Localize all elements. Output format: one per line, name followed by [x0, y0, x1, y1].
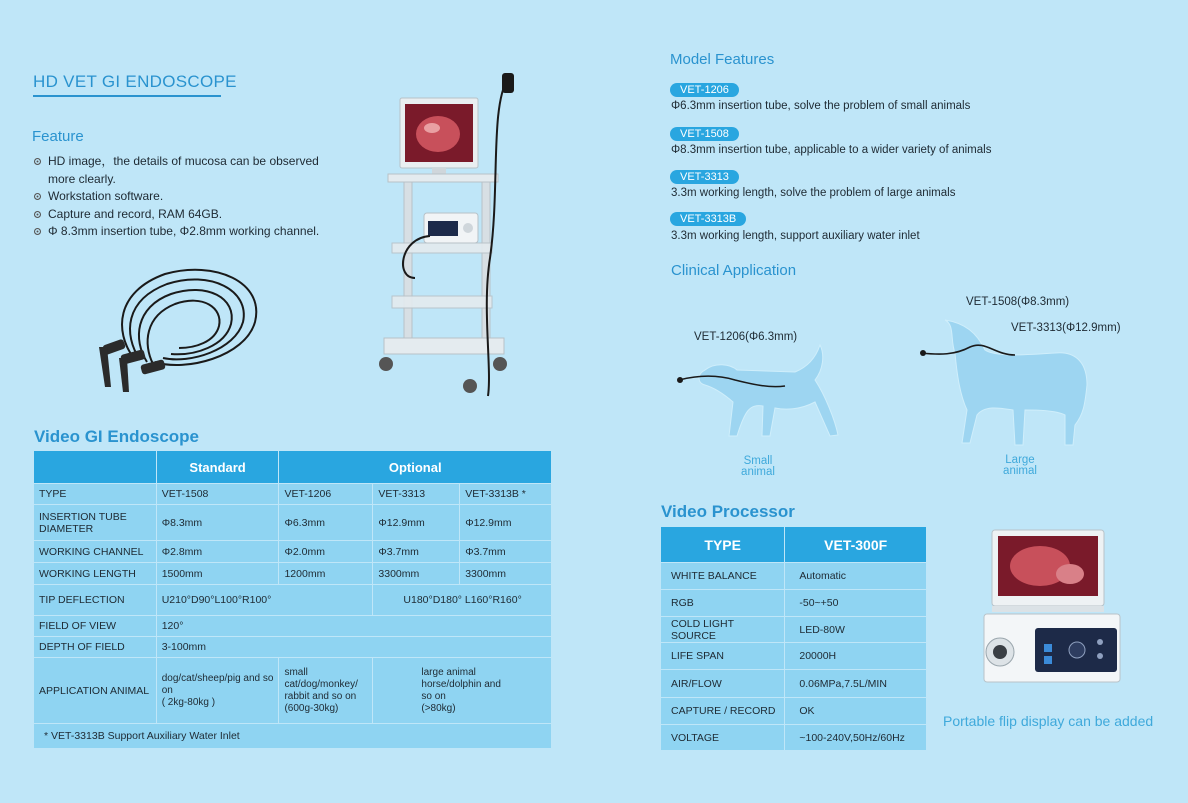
- feature-item: Workstation software.: [34, 188, 334, 206]
- model-badge: VET-3313B: [670, 212, 746, 226]
- dog-illustration: [675, 340, 845, 440]
- table-row: TIP DEFLECTION U210°D90°L100°R100° U180°D180° L160°R160°: [34, 585, 552, 616]
- table-row: DEPTH OF FIELD 3-100mm: [34, 637, 552, 658]
- table-row: WHITE BALANCE Automatic: [661, 563, 927, 590]
- head-optional: Optional: [279, 451, 552, 484]
- small-animal-caption: Small animal: [741, 455, 775, 478]
- horse-scope-label-1: VET-1508(Φ8.3mm): [966, 296, 1070, 308]
- table-row: WORKING CHANNEL Φ2.8mm Φ2.0mm Φ3.7mm Φ3.7mm: [34, 541, 552, 563]
- table-row: CAPTURE / RECORD OK: [661, 698, 927, 725]
- table-row: APPLICATION ANIMAL dog/cat/sheep/pig and so on ( 2kg-80kg ) small cat/dog/monkey/ rabbit and so on (600g-30kg) large animal horse/dolphin and so on (>80kg): [34, 658, 552, 724]
- table-corner: [34, 451, 157, 484]
- feature-item: Capture and record, RAM 64GB.: [34, 206, 334, 224]
- table-row: FIELD OF VIEW 120°: [34, 616, 552, 637]
- horse-scope-label-2: VET-3313(Φ12.9mm): [1011, 322, 1121, 334]
- endoscope-trolley-image: [370, 68, 530, 398]
- model-desc: 3.3m working length, support auxiliary water inlet: [671, 230, 920, 242]
- feature-list: [34, 153, 334, 241]
- feature-heading: Feature: [32, 128, 84, 145]
- large-animal-caption: Large animal: [1003, 454, 1037, 477]
- table-row: LIFE SPAN 20000H: [661, 643, 927, 670]
- model-desc: Φ8.3mm insertion tube, applicable to a wider variety of animals: [671, 144, 992, 156]
- video-processor-title: Video Processor: [661, 502, 795, 521]
- table-row: VOLTAGE ~100-240V,50Hz/60Hz: [661, 725, 927, 751]
- model-badge: VET-1508: [670, 127, 739, 141]
- head-model: VET-300F: [785, 527, 927, 563]
- feature-item: Φ 8.3mm insertion tube, Φ2.8mm working channel.: [34, 223, 334, 241]
- model-desc: Φ6.3mm insertion tube, solve the problem of small animals: [671, 100, 971, 112]
- video-processor-image: [980, 528, 1125, 688]
- table-row: AIR/FLOW 0.06MPa,7.5L/MIN: [661, 670, 927, 698]
- page-title: HD VET GI ENDOSCOPE: [33, 72, 237, 91]
- feature-item: HD image，the details of mucosa can be observed more clearly.: [34, 153, 334, 188]
- table-row: INSERTION TUBE DIAMETER Φ8.3mm Φ6.3mm Φ12.9mm Φ12.9mm: [34, 505, 552, 541]
- title-underline: [33, 95, 221, 97]
- video-gi-table: [33, 450, 552, 749]
- table-row: RGB -50~+50: [661, 590, 927, 617]
- head-type: TYPE: [661, 527, 785, 563]
- table-footnote-row: * VET-3313B Support Auxiliary Water Inlet: [34, 724, 552, 749]
- head-standard: Standard: [156, 451, 279, 484]
- dog-scope-label: VET-1206(Φ6.3mm): [694, 331, 798, 343]
- video-gi-title: Video GI Endoscope: [34, 427, 199, 446]
- portable-note: Portable flip display can be added: [943, 713, 1154, 729]
- video-processor-table: [660, 526, 927, 751]
- model-badge: VET-3313: [670, 170, 739, 184]
- model-features-title: Model Features: [670, 51, 775, 68]
- clinical-title: Clinical Application: [671, 262, 797, 279]
- model-desc: 3.3m working length, solve the problem of large animals: [671, 187, 956, 199]
- model-badge: VET-1206: [670, 83, 739, 97]
- endoscope-coil-image: [95, 262, 275, 397]
- table-row: WORKING LENGTH 1500mm 1200mm 3300mm 3300mm: [34, 563, 552, 585]
- horse-illustration: [915, 315, 1095, 450]
- table-row: COLD LIGHT SOURCE LED-80W: [661, 617, 927, 643]
- table-row: TYPE VET-1508 VET-1206 VET-3313 VET-3313B *: [34, 484, 552, 505]
